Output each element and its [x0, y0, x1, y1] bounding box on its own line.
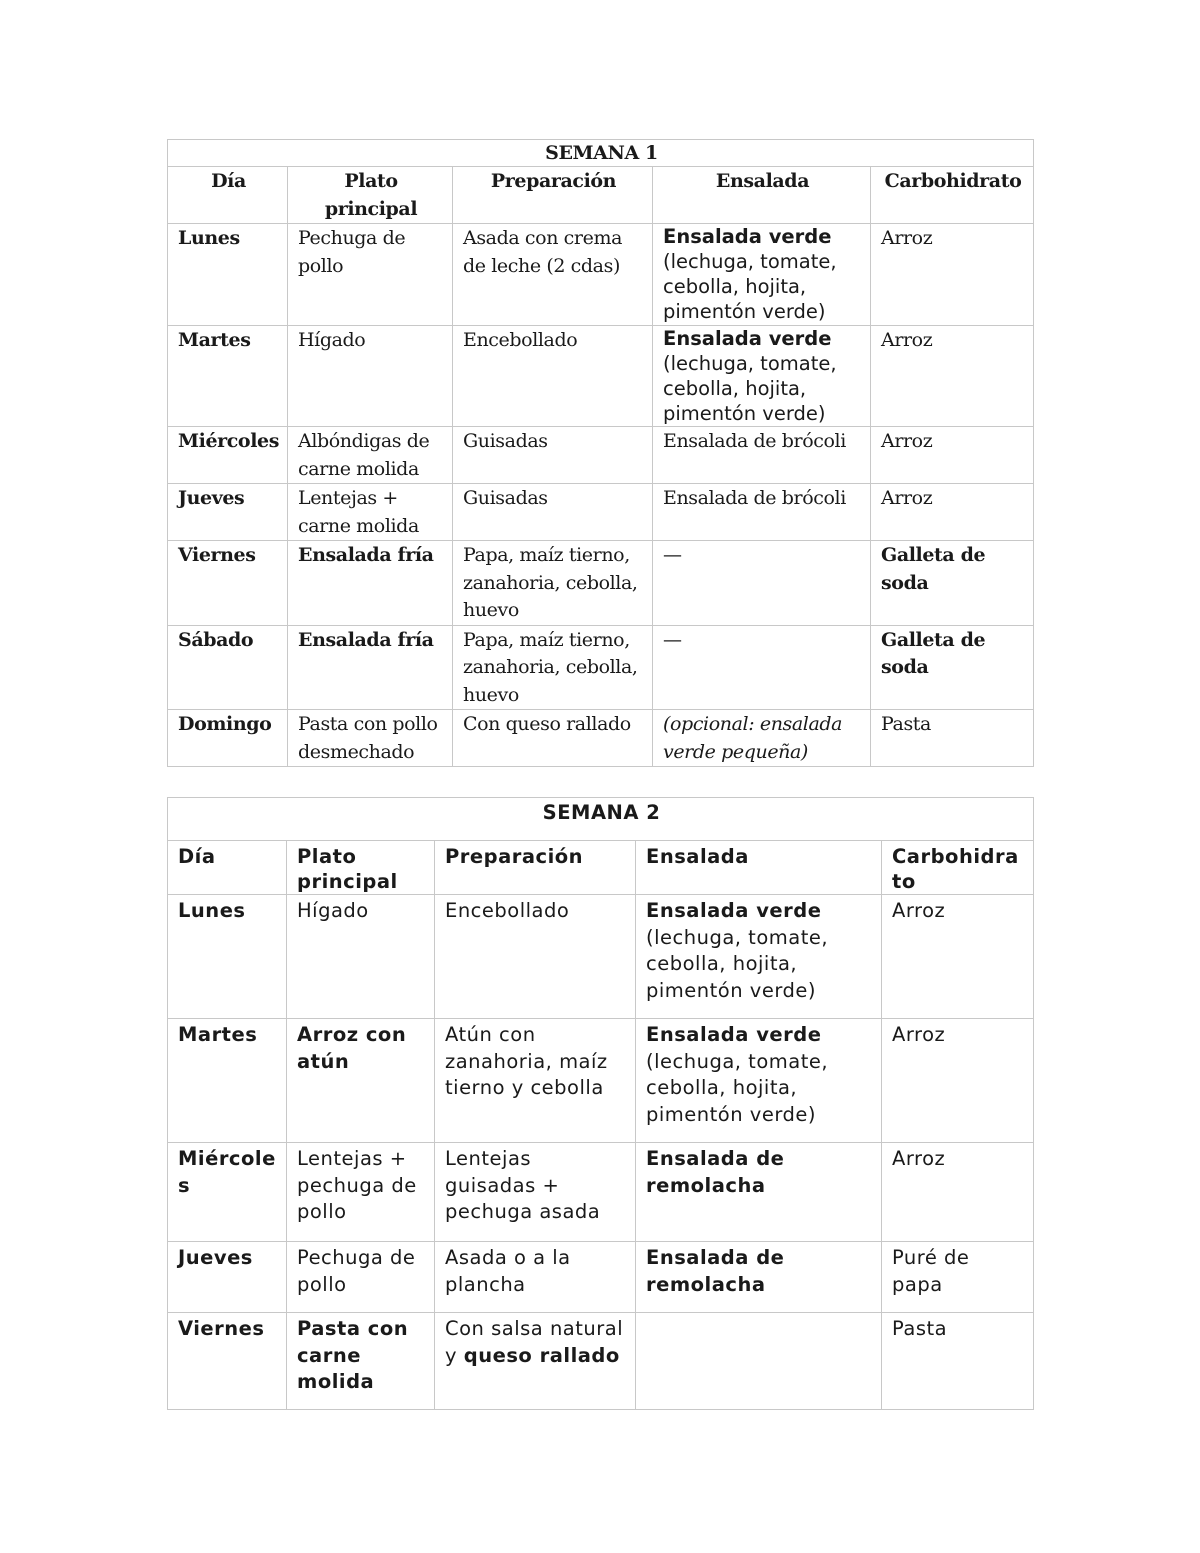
ensalada-cell	[636, 1019, 882, 1143]
preparacion-cell: Papa, maíz tierno, zanahoria, cebolla, huevo	[453, 541, 653, 626]
table-row	[168, 625, 1034, 710]
dia-cell: Jueves	[168, 484, 288, 541]
carbohidrato-cell: Arroz	[882, 895, 1034, 1019]
plato-cell: Albóndigas de carne molida	[288, 427, 453, 484]
preparacion-highlight: queso rallado	[463, 1343, 620, 1367]
ensalada-cell: Ensalada de remolacha	[636, 1242, 882, 1313]
ensalada-cell: Ensalada de brócoli	[653, 427, 871, 484]
table-row	[168, 224, 1034, 326]
plato-cell: Arroz con atún	[287, 1019, 435, 1143]
plato-cell: Lentejas + carne molida	[288, 484, 453, 541]
header-ensalada: Ensalada	[636, 841, 882, 895]
carbohidrato-cell: Arroz	[871, 224, 1034, 326]
carbohidrato-cell: Arroz	[882, 1143, 1034, 1242]
ensalada-cell	[653, 224, 871, 326]
plato-cell: Pasta con carne molida	[287, 1313, 435, 1410]
preparacion-cell: Atún con zanahoria, maíz tierno y cebolla	[435, 1019, 636, 1143]
carbohidrato-cell: Galleta de soda	[871, 541, 1034, 626]
table-row	[168, 1313, 1034, 1410]
ensalada-detail: (lechuga, tomate, cebolla, hojita, pimentón verde)	[646, 925, 829, 1002]
preparacion-cell: Con queso rallado	[453, 710, 653, 767]
ensalada-cell	[653, 326, 871, 427]
table-row	[168, 895, 1034, 1019]
dia-cell: Viernes	[168, 1313, 287, 1410]
plato-cell: Pasta con pollo desmechado	[288, 710, 453, 767]
table-row	[168, 484, 1034, 541]
preparacion-cell: Asada o a la plancha	[435, 1242, 636, 1313]
ensalada-cell	[636, 895, 882, 1019]
ensalada-optional: (opcional: ensalada verde pequeña)	[663, 713, 843, 763]
dia-cell: Domingo	[168, 710, 288, 767]
preparacion-cell: Encebollado	[435, 895, 636, 1019]
preparacion-cell: Asada con crema de leche (2 cdas)	[453, 224, 653, 326]
dia-cell: Miércoles	[168, 1143, 287, 1242]
header-row	[168, 841, 1034, 895]
menu-table-semana-1	[167, 139, 1034, 767]
dia-cell: Lunes	[168, 224, 288, 326]
carbohidrato-cell: Pasta	[882, 1313, 1034, 1410]
dia-cell: Miércoles	[168, 427, 288, 484]
plato-cell: Hígado	[288, 326, 453, 427]
table-row	[168, 1242, 1034, 1313]
table-row	[168, 326, 1034, 427]
header-preparacion: Preparación	[453, 167, 653, 224]
preparacion-cell: Guisadas	[453, 427, 653, 484]
plato-cell: Pechuga de pollo	[288, 224, 453, 326]
preparacion-cell: Lentejas guisadas + pechuga asada	[435, 1143, 636, 1242]
ensalada-name: Ensalada verde	[646, 899, 822, 922]
table-row	[168, 541, 1034, 626]
header-preparacion: Preparación	[435, 841, 636, 895]
preparacion-cell: Encebollado	[453, 326, 653, 427]
preparacion-cell: Papa, maíz tierno, zanahoria, cebolla, huevo	[453, 625, 653, 710]
header-plato: Plato principal	[288, 167, 453, 224]
header-dia: Día	[168, 167, 288, 224]
header-carbohidrato: Carbohidrato	[882, 841, 1034, 895]
plato-cell: Lentejas + pechuga de pollo	[287, 1143, 435, 1242]
header-dia: Día	[168, 841, 287, 895]
preparacion-cell	[435, 1313, 636, 1410]
ensalada-cell	[636, 1313, 882, 1410]
table-row	[168, 1143, 1034, 1242]
header-row	[168, 167, 1034, 224]
dia-cell: Jueves	[168, 1242, 287, 1313]
menu-table-semana-2	[167, 797, 1034, 1410]
table-title: SEMANA 1	[168, 140, 1034, 167]
ensalada-name: Ensalada verde	[646, 1023, 822, 1046]
ensalada-name: Ensalada verde	[663, 225, 832, 248]
header-ensalada: Ensalada	[653, 167, 871, 224]
ensalada-detail: (lechuga, tomate, cebolla, hojita, pimentón verde)	[663, 352, 837, 425]
dia-cell: Lunes	[168, 895, 287, 1019]
ensalada-cell: Ensalada de remolacha	[636, 1143, 882, 1242]
header-carbohidrato: Carbohidrato	[871, 167, 1034, 224]
plato-cell: Pechuga de pollo	[287, 1242, 435, 1313]
carbohidrato-cell: Galleta de soda	[871, 625, 1034, 710]
ensalada-cell: —	[653, 541, 871, 626]
plato-cell: Hígado	[287, 895, 435, 1019]
ensalada-name: Ensalada verde	[663, 327, 832, 350]
table-title-row	[168, 140, 1034, 167]
table-title-row	[168, 798, 1034, 841]
dia-cell: Martes	[168, 326, 288, 427]
table-title: SEMANA 2	[168, 798, 1034, 841]
table-row	[168, 710, 1034, 767]
dia-cell: Sábado	[168, 625, 288, 710]
carbohidrato-cell: Arroz	[882, 1019, 1034, 1143]
preparacion-text: Con salsa natural y	[445, 1317, 624, 1367]
carbohidrato-cell: Arroz	[871, 427, 1034, 484]
carbohidrato-cell: Puré de papa	[882, 1242, 1034, 1313]
carbohidrato-cell: Arroz	[871, 326, 1034, 427]
ensalada-cell: Ensalada de brócoli	[653, 484, 871, 541]
table-row	[168, 1019, 1034, 1143]
carbohidrato-cell: Arroz	[871, 484, 1034, 541]
ensalada-detail: (lechuga, tomate, cebolla, hojita, pimentón verde)	[663, 250, 837, 323]
header-plato: Plato principal	[287, 841, 435, 895]
dia-cell: Viernes	[168, 541, 288, 626]
dia-cell: Martes	[168, 1019, 287, 1143]
plato-cell: Ensalada fría	[288, 625, 453, 710]
ensalada-cell: —	[653, 625, 871, 710]
ensalada-detail: (lechuga, tomate, cebolla, hojita, pimentón verde)	[646, 1049, 829, 1126]
ensalada-cell	[653, 710, 871, 767]
carbohidrato-cell: Pasta	[871, 710, 1034, 767]
plato-cell: Ensalada fría	[288, 541, 453, 626]
preparacion-cell: Guisadas	[453, 484, 653, 541]
table-row	[168, 427, 1034, 484]
